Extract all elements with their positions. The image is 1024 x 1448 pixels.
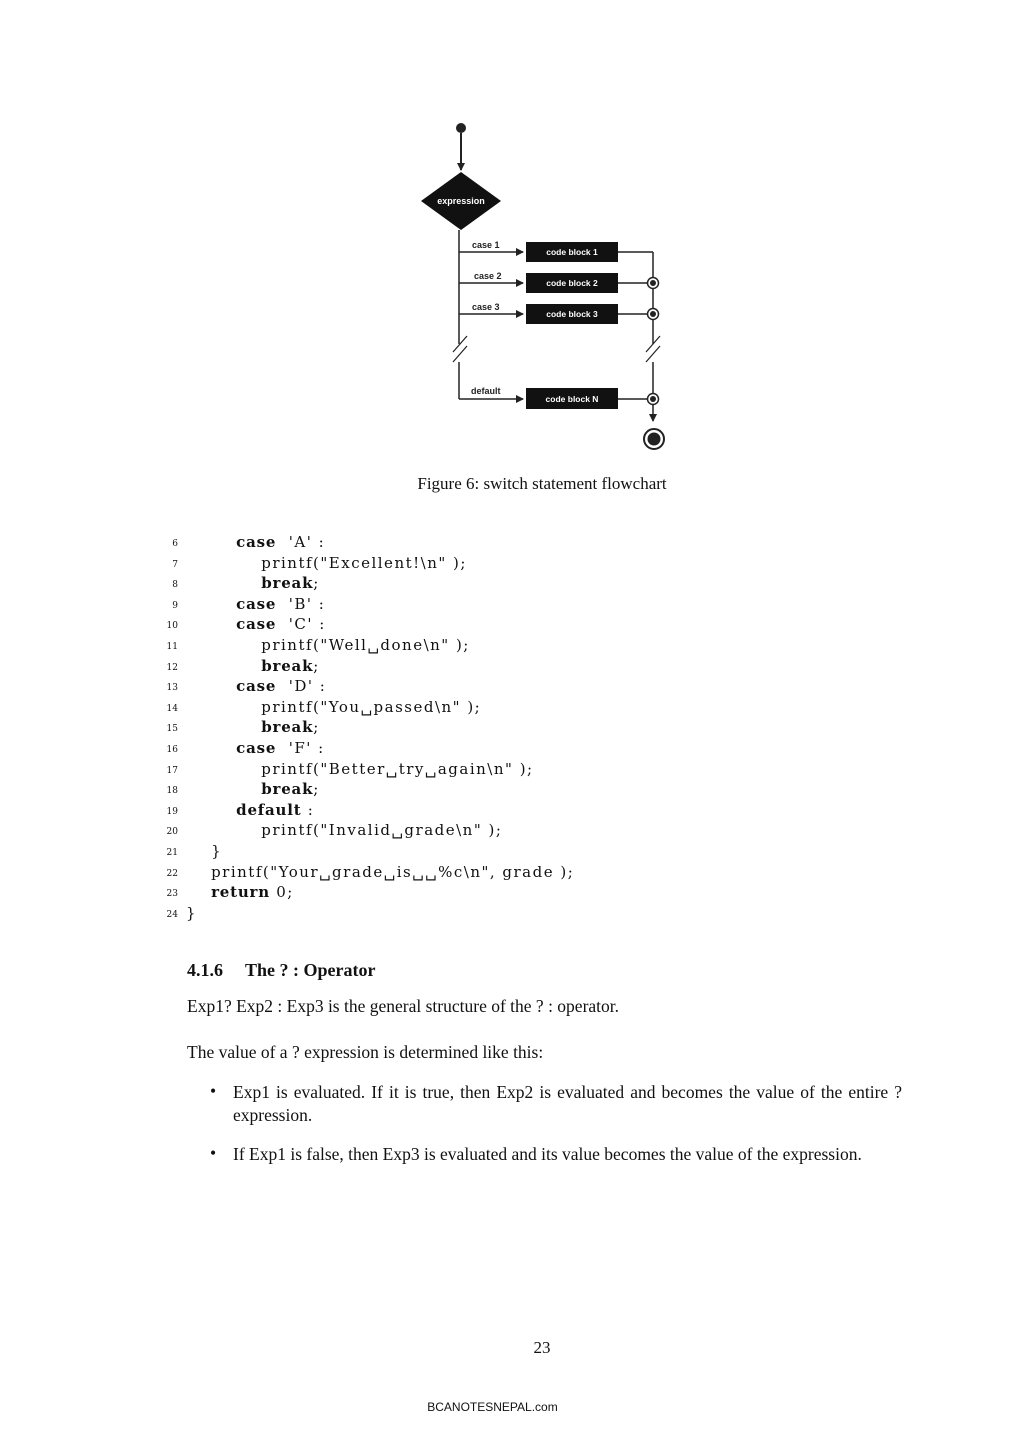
code-line: [150, 800, 314, 820]
code-indent: [186, 739, 236, 757]
decision-label: expression: [437, 196, 485, 206]
list-item-text: Exp1 is evaluated. If it is true, then Exp2 is evaluated and becomes the value of the entire ? expression.: [233, 1082, 902, 1125]
line-number: 9: [172, 600, 178, 611]
line-number: 18: [166, 786, 178, 797]
code-line: [150, 882, 294, 902]
line-number: 7: [172, 559, 178, 570]
code-indent: [186, 595, 236, 613]
end-node-core: [648, 433, 661, 446]
case1-label: case 1: [472, 240, 500, 250]
code-line: [150, 738, 325, 758]
code-keyword: break: [261, 656, 314, 675]
code-keyword: default: [236, 800, 302, 819]
code-indent: [186, 821, 261, 839]
code-indent: [186, 883, 211, 901]
footer-site: BCANOTESNEPAL.com: [427, 1400, 558, 1414]
code-text: 'A' :: [276, 533, 326, 551]
code-text: ;: [313, 656, 320, 675]
code-block-1-label: code block 1: [546, 247, 598, 257]
section-title: The ? : Operator: [245, 960, 376, 980]
line-number: 8: [172, 580, 178, 591]
section-heading: [187, 960, 375, 981]
code-text: }: [211, 842, 223, 860]
code-keyword: case: [236, 677, 277, 696]
code-line: [150, 697, 481, 717]
code-text: 'F' :: [276, 739, 325, 757]
paragraph-structure: Exp1? Exp2 : Exp3 is the general structure of the ? : operator.: [187, 996, 620, 1016]
list-item: [210, 1081, 902, 1127]
list-item-text: If Exp1 is false, then Exp3 is evaluated and its value becomes the value of the expression.: [233, 1144, 862, 1164]
code-indent: [186, 698, 261, 716]
code-keyword: break: [261, 718, 314, 737]
section-number: 4.1.6: [187, 960, 223, 980]
default-label: default: [471, 386, 501, 396]
line-number: 12: [166, 662, 178, 673]
line-number: 16: [166, 745, 178, 755]
merge-junction-2-core: [650, 280, 656, 286]
code-text: printf("Well␣done\n" );: [261, 636, 470, 654]
line-number: 14: [166, 703, 178, 714]
code-indent: [186, 863, 211, 881]
start-node: [456, 123, 466, 133]
code-text: ;: [313, 718, 320, 737]
code-indent: [186, 574, 261, 592]
left-break-mark-2: [453, 346, 467, 362]
code-text: printf("Better␣try␣again\n" );: [261, 759, 534, 778]
code-text: printf("Excellent!\n" );: [261, 553, 467, 572]
code-line: [150, 717, 320, 737]
code-indent: [186, 615, 236, 633]
code-line: [150, 573, 320, 593]
code-text: 'B' :: [276, 594, 326, 613]
code-text: }: [186, 903, 198, 922]
code-block-n-label: code block N: [545, 394, 599, 404]
code-indent: [186, 533, 236, 551]
line-number: 6: [172, 539, 178, 549]
left-break-mark-1: [453, 336, 467, 352]
code-line: [150, 635, 470, 655]
code-indent: [186, 718, 261, 736]
code-text: 'C' :: [276, 615, 326, 634]
line-number: 21: [166, 848, 178, 858]
code-block-3-label: code block 3: [546, 309, 598, 319]
code-keyword: case: [236, 533, 277, 551]
code-line: [150, 862, 574, 882]
merge-junction-n-core: [650, 396, 656, 402]
merge-junction-3-core: [650, 311, 656, 317]
code-indent: [186, 760, 261, 778]
line-number: 22: [166, 868, 178, 879]
code-indent: [186, 554, 261, 572]
code-indent: [186, 657, 261, 675]
line-number: 17: [166, 765, 178, 776]
case2-label: case 2: [474, 271, 502, 281]
code-line: [150, 759, 534, 779]
line-number: 19: [166, 806, 178, 817]
line-number: 10: [166, 621, 178, 632]
code-indent: [186, 801, 236, 819]
list-item: [210, 1143, 902, 1166]
code-keyword: return: [211, 883, 270, 902]
page-number: 23: [533, 1338, 551, 1357]
code-indent: [186, 842, 211, 860]
code-line: [150, 676, 326, 696]
code-indent: [186, 677, 236, 695]
line-number: 11: [166, 642, 178, 652]
code-line: [150, 820, 502, 840]
line-number: 15: [166, 724, 178, 735]
code-text: 0;: [269, 883, 294, 902]
code-block-2-label: code block 2: [546, 278, 598, 288]
case3-label: case 3: [472, 302, 500, 312]
code-indent: [186, 780, 261, 798]
bullet-dot: •: [210, 1143, 217, 1163]
code-line: [150, 656, 320, 676]
code-line: [150, 614, 326, 634]
right-break-mark-2: [646, 346, 660, 362]
figure-caption: Figure 6: switch statement flowchart: [417, 474, 667, 493]
code-text: ;: [313, 574, 320, 593]
code-text: ;: [313, 780, 320, 799]
code-keyword: case: [236, 594, 277, 613]
code-indent: [186, 636, 261, 654]
code-text: printf("Your␣grade␣is␣␣%c\n", grade );: [211, 862, 575, 881]
code-line: [150, 594, 325, 614]
code-text: printf("You␣passed\n" );: [261, 697, 482, 716]
code-line: [150, 903, 197, 923]
line-number: 13: [166, 683, 178, 694]
line-number: 20: [166, 827, 178, 838]
paragraph-value: The value of a ? expression is determined like this:: [187, 1042, 544, 1062]
line-number: 23: [166, 889, 178, 900]
code-keyword: break: [261, 574, 314, 593]
code-line: [150, 532, 325, 552]
line-number: 24: [166, 909, 178, 920]
code-text: printf("Invalid␣grade\n" );: [261, 821, 503, 840]
code-keyword: break: [261, 780, 314, 799]
code-line: [150, 779, 320, 799]
bullet-dot: •: [210, 1081, 217, 1101]
switch-flowchart: [410, 118, 680, 458]
code-line: [150, 553, 467, 573]
code-text: 'D' :: [276, 677, 327, 696]
code-line: [150, 841, 222, 861]
code-keyword: case: [236, 739, 277, 757]
code-text: :: [301, 800, 315, 819]
code-keyword: case: [236, 615, 277, 634]
